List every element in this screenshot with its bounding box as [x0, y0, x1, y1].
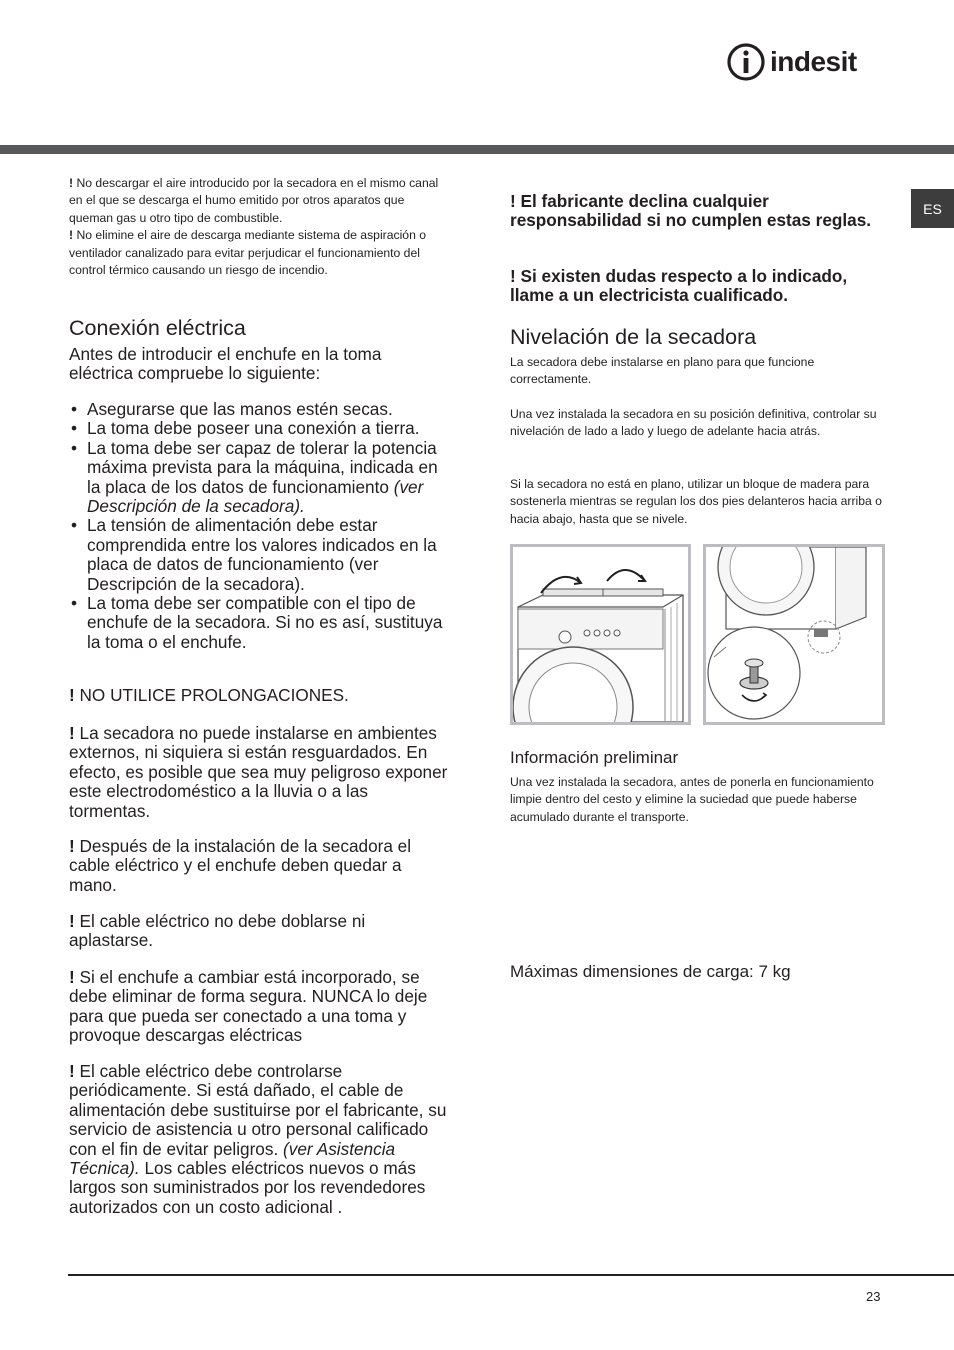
subheading-informacion: Información preliminar	[510, 748, 679, 767]
reference-note: (ver Asistencia Técnica).	[69, 1138, 396, 1179]
section-heading-nivelacion: Nivelación de la secadora	[510, 325, 757, 349]
warning-paragraph-2	[69, 837, 449, 895]
exclamation-mark: !	[69, 685, 75, 705]
header-bar	[0, 145, 954, 154]
exclamation-mark: !	[69, 723, 75, 743]
warning-paragraph-5	[69, 1062, 449, 1217]
warning-text: Después de la instalación de la secadora el cable eléctrico y el enchufe deben quedar a mano.	[69, 836, 412, 895]
dryer-foot-illustration	[703, 544, 885, 725]
intro-text: Antes de introducir el enchufe en la toma eléctrica compruebe lo siguiente:	[69, 344, 382, 384]
leveling-paragraph-1: La secadora debe instalarse en plano para que funcione correctamente.	[510, 355, 815, 387]
warning-text: La secadora no puede instalarse en ambientes externos, ni siquiera si están resguardados. En efecto, es posible que sea muy peligroso exponer este electrodoméstico a la lluvia o a las tormentas.	[69, 723, 448, 821]
exclamation-mark: !	[510, 191, 516, 211]
exclamation-mark: !	[69, 1061, 75, 1081]
reference-note: (ver Descripción de la secadora).	[87, 476, 424, 517]
dryer-leveling-illustration	[510, 544, 691, 725]
adjustable-foot-icon	[706, 547, 882, 722]
warning-text-1: No descargar el aire introducido por la secadora en el mismo canal en el que se descarga el humo emitido por otros aparatos que queman gas u otro tipo de combustible.	[69, 176, 439, 225]
preliminary-info-text: Una vez instalada la secadora, antes de ponerla en funcionamiento limpie dentro del cesto y elimine la suciedad que puede haberse acumulado durante el transporte.	[510, 775, 874, 824]
exclamation-mark: !	[69, 836, 75, 856]
list-item: • La toma debe poseer una conexión a tierra.	[69, 419, 449, 438]
warning-text: Si existen dudas respecto a lo indicado, llame a un electricista cualificado.	[510, 266, 848, 306]
exclamation-mark: !	[69, 911, 75, 931]
page-number: 23	[866, 1289, 881, 1304]
electrician-warning	[510, 267, 890, 306]
exclamation-mark: !	[69, 228, 74, 243]
exclamation-mark: !	[510, 266, 516, 286]
list-item: • La toma debe ser compatible con el tipo de enchufe de la secadora. Si no es así, sustituya la toma o el enchufe.	[69, 594, 449, 652]
warning-text: Los cables eléctricos nuevos o más largos son suministrados por los revendedores autorizados con un costo adicional .	[69, 1158, 426, 1217]
warning-text: NO UTILICE PROLONGACIONES.	[79, 685, 349, 705]
warning-block-small	[69, 175, 444, 279]
warning-paragraph-1	[69, 724, 449, 821]
warning-text: El cable eléctrico debe controlarse periódicamente. Si está dañado, el cable de alimentación debe sustituirse por el fabricante, su servicio de asistencia u otro personal calificado con el fin de evitar peligros.	[69, 1061, 447, 1159]
leveling-paragraph-2: Una vez instalada la secadora en su posición definitiva, controlar su nivelación de lado a lado y luego de adelante hacia atrás.	[510, 407, 877, 439]
exclamation-mark: !	[69, 967, 75, 987]
checklist	[69, 400, 449, 652]
list-item: • Asegurarse que las manos estén secas.	[69, 400, 449, 419]
warning-text: Si el enchufe a cambiar está incorporado, se debe eliminar de forma segura. NUNCA lo deje para que pueda ser conectado a una toma y provoque descargas eléctricas	[69, 967, 428, 1046]
max-load-label: Máximas dimensiones de carga: 7 kg	[510, 962, 791, 981]
list-item: • La tensión de alimentación debe estar comprendida entre los valores indicados en la placa de datos de funcionamiento (ver Descripción de la secadora).	[69, 516, 449, 594]
warning-paragraph-3	[69, 912, 449, 951]
warning-no-prolong	[69, 686, 449, 705]
warning-text: El fabricante declina cualquier responsabilidad si no cumplen estas reglas.	[510, 191, 872, 231]
list-item	[69, 439, 449, 517]
section-heading-conexion: Conexión eléctrica	[69, 316, 246, 340]
dryer-top-icon	[513, 547, 688, 722]
leveling-paragraph-3: Si la secadora no está en plano, utilizar un bloque de madera para sostenerla mientras se regulan los dos pies delanteros hacia arriba o hacia abajo, hasta que se nivele.	[510, 477, 882, 526]
exclamation-mark: !	[69, 176, 74, 190]
warning-text-2: No elimine el aire de descarga mediante sistema de aspiración o ventilador canalizado para evitar perjudicar el funcionamiento del control térmico causando un riesgo de incendio.	[69, 228, 427, 278]
manufacturer-warning	[510, 192, 890, 231]
footer-rule	[68, 1274, 954, 1276]
list-item-text: La toma debe ser capaz de tolerar la potencia máxima prevista para la máquina, indicada en la placa de los datos de funcionamiento	[87, 437, 438, 497]
language-tab: ES	[911, 189, 954, 228]
warning-paragraph-4	[69, 968, 449, 1046]
indesit-i-icon	[726, 42, 766, 82]
brand-name: indesit	[770, 46, 857, 77]
indesit-logo	[726, 42, 891, 82]
warning-text: El cable eléctrico no debe doblarse ni aplastarse.	[69, 911, 366, 951]
